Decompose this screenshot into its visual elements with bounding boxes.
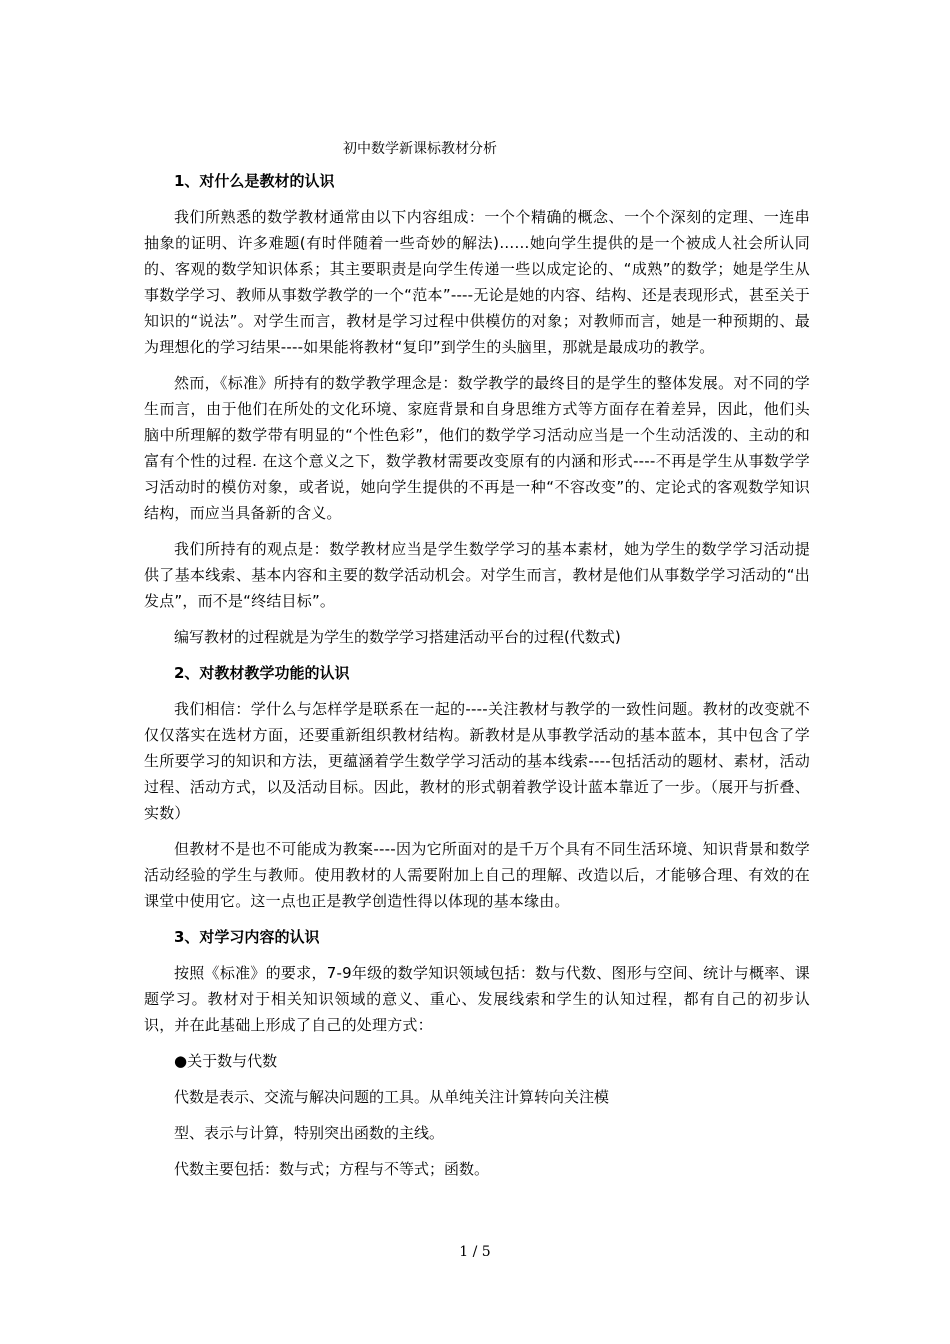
document-title: 初中数学新课标教材分析 [343,141,497,157]
paragraph: 我们所熟悉的数学教材通常由以下内容组成：一个个精确的概念、一个个深刻的定理、一连串抽象的证明、许多难题(有时伴随着一些奇妙的解法)……她向学生提供的是一个被成人社会所认同的、客观的数学知识体系；其主要职责是向学生传递一些以成定论的、“成熟”的数学；她是学生从事数学学习、教师从事数学教学的一个“范本”----无论是她的内容、结构、还是表现形式，甚至关于知识的“说法”。对学生而言，教材是学习过程中供模仿的对象；对教师而言，她是一种预期的、最为理想化的学习结果----如果能将教材“复印”到学生的头脑里，那就是最成功的教学。 [144,208,810,356]
paragraph-line: 代数是表示、交流与解决问题的工具。从单纯关注计算转向关注模 [174,1088,610,1106]
paragraph: 我们所持有的观点是：数学教材应当是学生数学学习的基本素材，她为学生的数学学习活动提供了基本线索、基本内容和主要的数学活动机会。对学生而言，教材是他们从事数学学习活动的“出发点”，而不是“终结目标”。 [144,540,810,610]
bullet-item: ●关于数与代数 [174,1052,278,1070]
paragraph-line: 型、表示与计算，特别突出函数的主线。 [174,1124,445,1142]
paragraph: 按照《标准》的要求，7-9年级的数学知识领域包括：数与代数、图形与空间、统计与概率、课题学习。教材对于相关知识领域的意义、重心、发展线索和学生的认知过程，都有自己的初步认识，并在此基础上形成了自己的处理方式： [144,964,810,1034]
paragraph: 编写教材的过程就是为学生的数学学习搭建活动平台的过程(代数式) [174,628,621,646]
section-heading-1: 1、对什么是教材的认识 [174,172,335,190]
paragraph-line: 代数主要包括：数与式；方程与不等式；函数。 [174,1160,490,1178]
paragraph: 我们相信：学什么与怎样学是联系在一起的----关注教材与教学的一致性问题。教材的改变就不仅仅落实在选材方面，还要重新组织教材结构。新教材是从事教学活动的基本蓝本，其中包含了学生所要学习的知识和方法，更蕴涵着学生数学学习活动的基本线索----包括活动的题材、素材，活动过程、活动方式，以及活动目标。因此，教材的形式朝着教学设计蓝本靠近了一步。（展开与折叠、实数） [144,700,810,822]
paragraph: 然而，《标准》所持有的数学教学理念是：数学教学的最终目的是学生的整体发展。对不同的学生而言，由于他们在所处的文化环境、家庭背景和自身思维方式等方面存在着差异，因此，他们头脑中所理解的数学带有明显的“个性色彩”，他们的数学学习活动应当是一个生动活泼的、主动的和富有个性的过程. 在这个意义之下，数学教材需要改变原有的内涵和形式----不再是学生从事数学学习活动时的模仿对象，或者说，她向学生提供的不再是一种“不容改变”的、定论式的客观数学知识结构，而应当具备新的含义。 [144,374,810,522]
paragraph: 但教材不是也不可能成为教案----因为它所面对的是千万个具有不同生活环境、知识背景和数学活动经验的学生与教师。使用教材的人需要附加上自己的理解、改造以后，才能够合理、有效的在课堂中使用它。这一点也正是教学创造性得以体现的基本缘由。 [144,840,810,910]
page-number: 1 / 5 [459,1244,491,1260]
section-heading-2: 2、对教材教学功能的认识 [174,664,350,682]
document-body [144,168,810,1192]
section-heading-3: 3、对学习内容的认识 [174,928,320,946]
